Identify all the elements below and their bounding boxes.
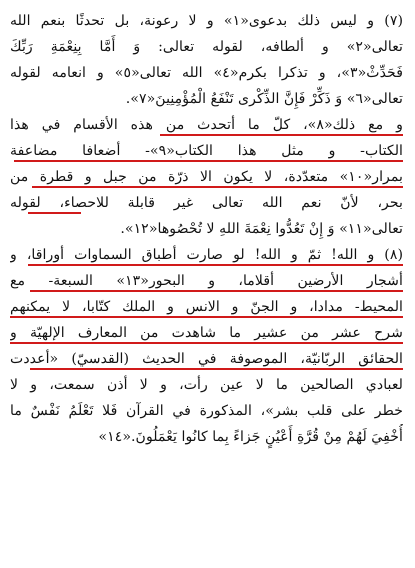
text-line: لعبادي الصالحين ما لا عين رأت، و لا أذن سمعت، و لا [10,377,403,393]
underlined-text-line: بحر، لأنّ نعم الله تعالى غير قابلة للاحصاء، لقوله [10,190,403,216]
text-line: تعالى«٦» وَ ذَكِّرْ فَإِنَّ الذِّكْرى تَنْفَعُ الْمُؤْمِنِينَ«٧». [125,91,403,107]
text-line: تعالى«٢» و ألطافه، لقوله تعالى: وَ أَمَّا بِنِعْمَةِ رَبِّكَ [10,39,403,55]
paragraph-continuation [10,112,403,242]
text-line: أُخْفِيَ لَهُمْ مِنْ قُرَّةِ أَعْيُنٍ جَزاءً بِما كانُوا يَعْمَلُونَ.«١٤» [98,429,403,445]
text-line: (٧) و ليس ذلك بدعوى«١» و لا رعونة، بل تحدثًا بنعم الله [10,13,403,29]
underlined-text-line: المحيط- مدادا، و الجنّ و الانس و الملك كتّابا، لا يمكنهم [10,294,403,320]
underlined-text-line: الحقائق الربّانيّة، الموصوفة في الحديث (القدسيّ) «أعددت [10,346,403,372]
underlined-text-line: الكتاب- و مثل هذا الكتاب«٩»- أضعافا مضاعفة [10,138,403,164]
text-line: تعالى«١١» وَ إِنْ تَعُدُّوا نِعْمَةَ اللهِ لا تُحْصُوها«١٢». [120,221,403,237]
paragraph-7 [10,8,403,112]
underlined-text-line: شرح عشر من عشير ما شاهدت من المعارف الإلهيّة و [10,320,403,346]
text-line: خطر على قلب بشر»، المذكورة في القرآن فَلا تَعْلَمُ نَفْسٌ ما [10,403,403,419]
underlined-text-line: و مع ذلك«٨»، كلّ ما أتحدث من هذه الأقسام في هذا [10,112,403,138]
underlined-text-line: بمرار«١٠» متعدّدة، لا يكون الا ذرّة من جبل و قطرة من [10,164,403,190]
text-line: فَحَدِّثْ«٣»، و تذكرا بكرم«٤» الله تعالى«٥» و انعامه لقوله [10,65,403,81]
underlined-text-line: أشجار الأرضين أقلاما، و البحور«١٣» السبعة- مع [10,268,403,294]
paragraph-8 [10,242,403,450]
underlined-text-line: (٨) و الله! ثمّ و الله! لو صارت أطباق السماوات أوراقا، و [10,242,403,268]
